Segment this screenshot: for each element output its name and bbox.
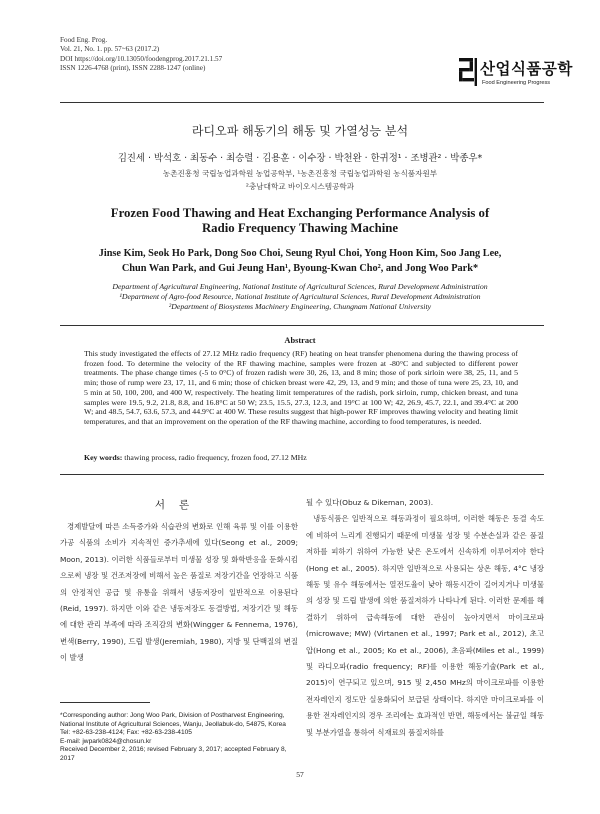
- body-column-right: [306, 495, 544, 741]
- korean-affiliation-2: ²충남대학교 바이오시스템공학과: [245, 182, 355, 191]
- footnote: [60, 712, 298, 764]
- english-affiliation-2: ¹Department of Agro-food Resource, National Institute of Agricultural Sciences, Rural Development Administration: [119, 292, 481, 301]
- footnote-corresponding-author: *Corresponding author: Jong Woo Park, Division of Postharvest Engineering, National Institute of Agricultural Sciences, Wanju, Jeollabuk-do, 54875, Korea: [60, 712, 286, 728]
- intro-paragraph-1: 경제발달에 따른 소득증가와 식습관의 변화로 인해 육류 및 이를 이용한 가공 식품의 소비가 지속적인 증가추세에 있다(Seong et al., 2009; Moon, 2013). 이러한 식품들로부터 미생물 성장 및 화학반응을 둔화시킴으로써 냉장 및 건조저장에 비해서 높은 품질로 저장기간을 연장하고 식품의 안정적인 공급 및 유통을 위해서 냉동저장이 일반적으로 이용된다(Reid, 1997). 하지만 이와 같은 냉동저장도 동결방법, 저장기간 및 해동에 대한 관리 부족에 따라 조직감의 변화(Wingger & Fennema, 1976), 변색(Berry, 1990), 드립 발생(Jeremiah, 1980), 지방 및 단백질의 변질이 발생: [60, 522, 298, 663]
- logo-title: 산업식품공학: [480, 60, 573, 78]
- abstract-heading: Abstract: [284, 336, 316, 345]
- english-title-line-2: Radio Frequency Thawing Machine: [201, 221, 399, 235]
- footnote-dates: Received December 2, 2016; revised February 3, 2017; accepted February 8, 2017: [60, 746, 287, 762]
- journal-name: Food Eng. Prog.: [60, 36, 108, 44]
- keywords-text: thawing process, radio frequency, frozen food, 27.12 MHz: [124, 453, 307, 462]
- journal-logo-icon: [458, 56, 478, 90]
- english-authors-line-1: Jinse Kim, Seok Ho Park, Dong Soo Choi, Seung Ryul Choi, Yong Hoon Kim, Soo Jang Lee,: [98, 248, 502, 259]
- header-divider: [60, 102, 544, 103]
- body-column-left: [60, 519, 298, 667]
- journal-issn: ISSN 1226-4768 (print), ISSN 2288-1247 (online): [60, 63, 206, 72]
- footnote-divider: [60, 702, 150, 703]
- section-title-introduction: 서론: [154, 499, 204, 511]
- journal-logo: [458, 56, 573, 92]
- journal-doi[interactable]: DOI https://doi.org/10.13050/foodengprog.2017.21.1.57: [60, 54, 223, 63]
- footnote-contact: Tel: +82-63-238-4124; Fax: +82-63-238-4105: [60, 729, 192, 737]
- journal-volume: Vol. 21, No. 1. pp. 57~63 (2017.2): [60, 45, 160, 54]
- korean-authors: 김진세 · 박석호 · 최동수 · 최승렬 · 김용훈 · 이수장 · 박천완 · 한귀정¹ · 조병관² · 박종우*: [117, 153, 483, 164]
- footnote-email[interactable]: E-mail: jwpark0824@chosun.kr: [60, 737, 152, 745]
- korean-affiliation-1: 농촌진흥청 국립농업과학원 농업공학부, ¹농촌진흥청 국립농업과학원 농식품자원부: [162, 169, 438, 178]
- intro-paragraph-continued: 될 수 있다(Obuz & Dikeman, 2003).: [306, 498, 434, 507]
- keywords: [84, 453, 307, 462]
- keywords-label: Key words:: [84, 453, 123, 462]
- english-affiliation-3: ²Department of Biosystems Machinery Engineering, Chungnam National University: [168, 302, 432, 311]
- abstract-bottom-divider: [60, 474, 544, 475]
- english-title-line-1: Frozen Food Thawing and Heat Exchanging Performance Analysis of: [110, 206, 490, 220]
- english-affiliation-1: Department of Agricultural Engineering, National Institute of Agricultural Sciences, Rural Development Administration: [112, 282, 488, 291]
- logo-subtitle: Food Engineering Progress: [482, 80, 551, 86]
- journal-header: [60, 36, 222, 73]
- abstract-text: This study investigated the effects of 27.12 MHz radio frequency (RF) heating on heat transfer phenomena during the thawing process of frozen food. To determine the velocity of the RF thawing machine, samples were frozen at -80°C and subjected to different power treatments. The phase change times (-5 to 0°C) of frozen radish were 30, 26, 13, and 8 min; those of pork sirloin were 38, 25, 11, and 5 min; those of rump were 23, 17, 11, and 6 min; those of chicken breast were 42, 29, 13, and 9 min; and those of tuna were 25, 23, 10, and 5 min at 50, 100, 200, and 400 W, respectively. The heating limit temperatures of the radish, pork sirloin, rump, chicken breast, and tuna samples were 19.5, 9.2, 21.8, 8.8, and 16.8°C at 50 W; 23.5, 15.5, 27.3, 12.3, and 19°C at 100 W; 42, 26.9, 45.7, 22.1, and 39.4°C at 200 W; and 48.5, 54.7, 63.6, 57.3, and 44.9°C at 400 W. These results suggest that high-power RF improves thawing velocity and heating limit temperatures, and that an improvement on the operation of the RF thawing machine, according to food temperatures, is needed.: [84, 349, 518, 426]
- abstract-top-divider: [60, 325, 544, 326]
- intro-paragraph-2: 냉동식품은 일반적으로 해동과정이 필요하며, 이러한 해동은 동결 속도에 비하여 느리게 진행되기 때문에 미생물 성장 및 수분손실과 같은 품질 저하를 피하기 위하여 가능한 낮은 온도에서 신속하게 이루어져야 한다(Hong et al., 2005). 하지만 일반적으로 사용되는 상온 해동, 4°C 냉장해동 및 유수 해동에서는 열전도율이 낮아 해동시간이 길어지거나 미생물의 성장 및 드립 발생에 의한 품질저하가 나타나게 된다. 이러한 문제를 해결하기 위하여 급속해동에 대한 관심이 높아지면서 마이크로파(microwave; MW) (Virtanen et al., 1997; Park et al., 2012), 초고압(Hong et al., 2005; Ko et al., 2006), 초음파(Miles et al., 1999) 및 라디오파(radio frequency; RF)를 이용한 해동기술(Park et al., 2015)이 연구되고 있으며, 915 및 2,450 MHz의 마이크로파를 이용한 전자레인지 정도만 실용화되어 보급된 상태이다. 하지만 마이크로파를 이용한 전자레인지의 경우 조리에는 효과적인 반면, 해동에서는 불균일 해동 및 부분가열을 통하여 식재료의 품질저하를: [306, 514, 544, 737]
- page-number: 57: [296, 770, 304, 779]
- korean-title: 라디오파 해동기의 해동 및 가열성능 분석: [191, 124, 409, 138]
- english-authors-line-2: Chun Wan Park, and Gui Jeung Han¹, Byoung-Kwan Cho², and Jong Woo Park*: [121, 263, 479, 274]
